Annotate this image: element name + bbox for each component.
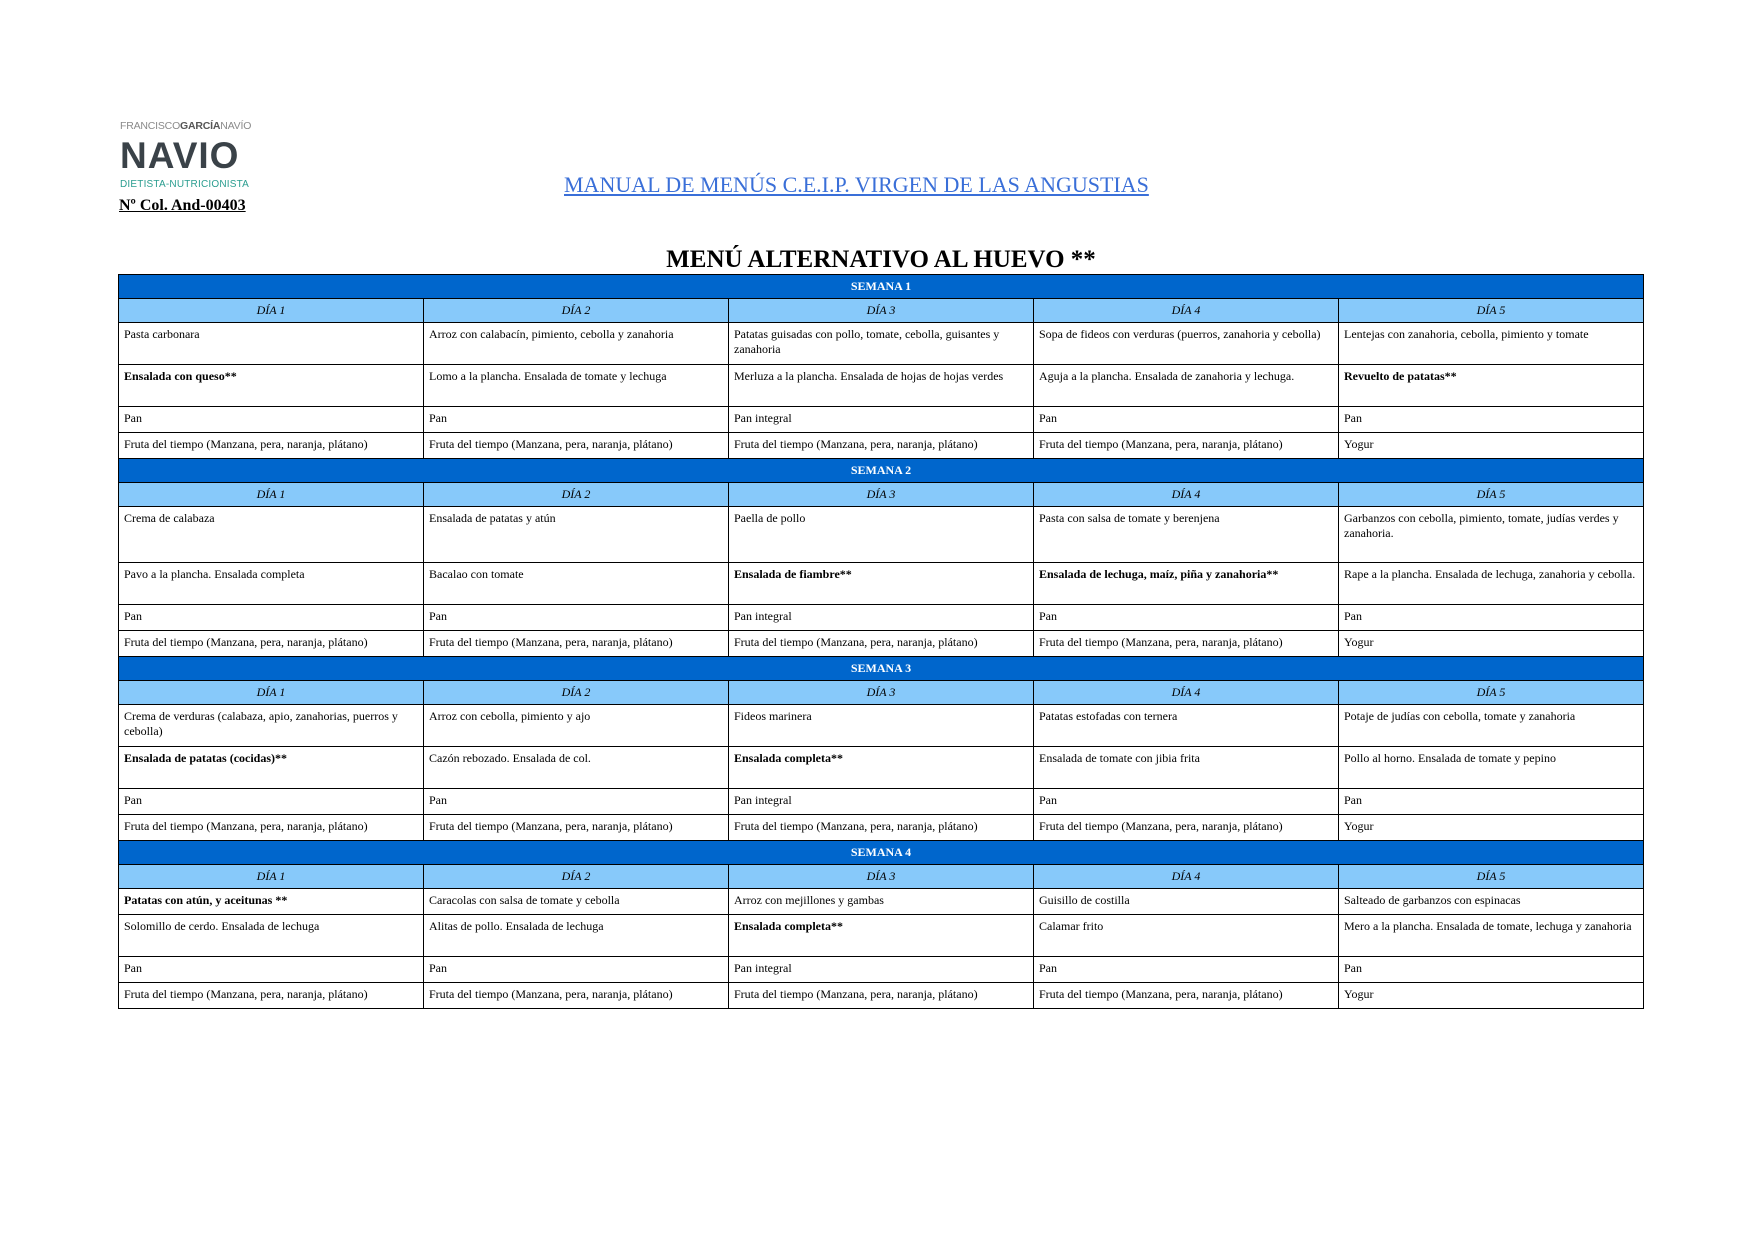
week-header-row	[119, 841, 1644, 865]
menu-dish-cell: Pasta carbonara	[119, 323, 424, 365]
day-label: DÍA 5	[1339, 681, 1644, 705]
menu-dish-cell: Bacalao con tomate	[424, 563, 729, 605]
logo-wordmark: NAVIO	[120, 135, 240, 176]
menu-dish-cell: Fruta del tiempo (Manzana, pera, naranja, plátano)	[729, 815, 1034, 841]
day-label: DÍA 1	[119, 865, 424, 889]
menu-dish-cell: Arroz con mejillones y gambas	[729, 889, 1034, 915]
logo-name-last: NAVÍO	[220, 120, 252, 132]
menu-dish-cell: Pan integral	[729, 407, 1034, 433]
menu-dish-cell: Ensalada de patatas y atún	[424, 507, 729, 563]
table-row	[119, 563, 1644, 605]
menu-dish-cell: Calamar frito	[1034, 915, 1339, 957]
day-label: DÍA 3	[729, 483, 1034, 507]
menu-dish-cell: Pan	[1339, 407, 1644, 433]
menu-dish-cell: Salteado de garbanzos con espinacas	[1339, 889, 1644, 915]
menu-dish-cell: Fruta del tiempo (Manzana, pera, naranja, plátano)	[1034, 433, 1339, 459]
menu-dish-cell: Pan	[119, 407, 424, 433]
menu-dish-cell: Fruta del tiempo (Manzana, pera, naranja, plátano)	[729, 983, 1034, 1009]
menu-dish-cell: Yogur	[1339, 815, 1644, 841]
menu-dish-cell: Pasta con salsa de tomate y berenjena	[1034, 507, 1339, 563]
table-row	[119, 605, 1644, 631]
menu-dish-cell: Fideos marinera	[729, 705, 1034, 747]
menu-dish-cell: Fruta del tiempo (Manzana, pera, naranja, plátano)	[424, 815, 729, 841]
menu-dish-cell: Pan	[1339, 605, 1644, 631]
menu-dish-cell: Pavo a la plancha. Ensalada completa	[119, 563, 424, 605]
day-header-row	[119, 865, 1644, 889]
menu-dish-cell: Arroz con cebolla, pimiento y ajo	[424, 705, 729, 747]
menu-dish-cell: Solomillo de cerdo. Ensalada de lechuga	[119, 915, 424, 957]
week-header-row	[119, 459, 1644, 483]
menu-dish-cell: Fruta del tiempo (Manzana, pera, naranja, plátano)	[729, 433, 1034, 459]
table-row	[119, 815, 1644, 841]
menu-dish-cell: Pan	[1034, 407, 1339, 433]
day-header-row	[119, 681, 1644, 705]
menu-dish-cell: Pan	[424, 789, 729, 815]
menu-dish-cell: Pan	[424, 605, 729, 631]
menu-dish-cell: Guisillo de costilla	[1034, 889, 1339, 915]
menu-dish-cell: Yogur	[1339, 631, 1644, 657]
menu-dish-cell: Pan	[1034, 957, 1339, 983]
menu-dish-cell: Pan	[1339, 789, 1644, 815]
table-row	[119, 631, 1644, 657]
menu-dish-cell: Pan	[424, 407, 729, 433]
menu-dish-cell: Arroz con calabacín, pimiento, cebolla y zanahoria	[424, 323, 729, 365]
day-label: DÍA 1	[119, 299, 424, 323]
table-row	[119, 789, 1644, 815]
menu-dish-cell: Fruta del tiempo (Manzana, pera, naranja, plátano)	[424, 631, 729, 657]
menu-dish-cell: Patatas estofadas con ternera	[1034, 705, 1339, 747]
menu-dish-cell: Rape a la plancha. Ensalada de lechuga, zanahoria y cebolla.	[1339, 563, 1644, 605]
menu-dish-cell: Yogur	[1339, 433, 1644, 459]
menu-dish-cell: Yogur	[1339, 983, 1644, 1009]
menu-dish-cell: Pan	[1034, 789, 1339, 815]
menu-dish-cell: Paella de pollo	[729, 507, 1034, 563]
menu-dish-cell: Pan	[1034, 605, 1339, 631]
menu-title: MENÚ ALTERNATIVO AL HUEVO **	[666, 246, 1096, 273]
menu-dish-cell: Ensalada de patatas (cocidas)**	[119, 747, 424, 789]
menu-dish-cell: Pan	[424, 957, 729, 983]
menu-dish-cell: Fruta del tiempo (Manzana, pera, naranja, plátano)	[424, 433, 729, 459]
college-number: Nº Col. And-00403	[119, 197, 246, 214]
day-label: DÍA 1	[119, 681, 424, 705]
menu-dish-cell: Fruta del tiempo (Manzana, pera, naranja, plátano)	[1034, 631, 1339, 657]
menu-dish-cell: Pan	[119, 957, 424, 983]
menu-dish-cell: Fruta del tiempo (Manzana, pera, naranja, plátano)	[119, 631, 424, 657]
menu-dish-cell: Fruta del tiempo (Manzana, pera, naranja, plátano)	[1034, 815, 1339, 841]
menu-dish-cell: Ensalada de lechuga, maíz, piña y zanahoria**	[1034, 563, 1339, 605]
menu-dish-cell: Fruta del tiempo (Manzana, pera, naranja, plátano)	[119, 983, 424, 1009]
logo-name-line	[120, 120, 260, 132]
day-label: DÍA 2	[424, 299, 729, 323]
table-row	[119, 407, 1644, 433]
menu-dish-cell: Lentejas con zanahoria, cebolla, pimiento y tomate	[1339, 323, 1644, 365]
menu-dish-cell: Crema de calabaza	[119, 507, 424, 563]
day-label: DÍA 3	[729, 865, 1034, 889]
menu-dish-cell: Garbanzos con cebolla, pimiento, tomate, judías verdes y zanahoria.	[1339, 507, 1644, 563]
menu-dish-cell: Ensalada con queso**	[119, 365, 424, 407]
menu-dish-cell: Merluza a la plancha. Ensalada de hojas de hojas verdes	[729, 365, 1034, 407]
day-label: DÍA 3	[729, 681, 1034, 705]
logo-name-first: FRANCISCO	[120, 120, 181, 132]
menu-dish-cell: Ensalada completa**	[729, 747, 1034, 789]
menu-dish-cell: Ensalada completa**	[729, 915, 1034, 957]
menu-dish-cell: Ensalada de tomate con jibia frita	[1034, 747, 1339, 789]
menu-dish-cell: Cazón rebozado. Ensalada de col.	[424, 747, 729, 789]
day-label: DÍA 4	[1034, 865, 1339, 889]
day-label: DÍA 1	[119, 483, 424, 507]
table-row	[119, 433, 1644, 459]
menu-dish-cell: Pan	[1339, 957, 1644, 983]
menu-dish-cell: Pan integral	[729, 957, 1034, 983]
menu-dish-cell: Crema de verduras (calabaza, apio, zanahorias, puerros y cebolla)	[119, 705, 424, 747]
menu-dish-cell: Alitas de pollo. Ensalada de lechuga	[424, 915, 729, 957]
menu-dish-cell: Pan integral	[729, 605, 1034, 631]
day-label: DÍA 3	[729, 299, 1034, 323]
menu-dish-cell: Fruta del tiempo (Manzana, pera, naranja, plátano)	[729, 631, 1034, 657]
menu-dish-cell: Potaje de judías con cebolla, tomate y zanahoria	[1339, 705, 1644, 747]
menu-dish-cell: Patatas guisadas con pollo, tomate, cebolla, guisantes y zanahoria	[729, 323, 1034, 365]
menu-dish-cell: Mero a la plancha. Ensalada de tomate, lechuga y zanahoria	[1339, 915, 1644, 957]
day-label: DÍA 5	[1339, 865, 1644, 889]
table-row	[119, 365, 1644, 407]
week-label: SEMANA 3	[119, 657, 1644, 681]
logo-name-middle: GARCÍA	[180, 120, 221, 132]
table-row	[119, 915, 1644, 957]
day-label: DÍA 2	[424, 681, 729, 705]
menu-dish-cell: Pan	[119, 789, 424, 815]
day-label: DÍA 2	[424, 865, 729, 889]
day-header-row	[119, 483, 1644, 507]
menu-dish-cell: Revuelto de patatas**	[1339, 365, 1644, 407]
menu-dish-cell: Lomo a la plancha. Ensalada de tomate y lechuga	[424, 365, 729, 407]
table-row	[119, 323, 1644, 365]
week-label: SEMANA 1	[119, 275, 1644, 299]
menu-dish-cell: Pan	[119, 605, 424, 631]
logo-subtitle: DIETISTA-NUTRICIONISTA	[120, 179, 250, 190]
menu-table	[118, 274, 1644, 1009]
menu-dish-cell: Fruta del tiempo (Manzana, pera, naranja, plátano)	[119, 815, 424, 841]
menu-dish-cell: Pan integral	[729, 789, 1034, 815]
day-label: DÍA 4	[1034, 681, 1339, 705]
table-row	[119, 983, 1644, 1009]
day-label: DÍA 4	[1034, 483, 1339, 507]
table-row	[119, 507, 1644, 563]
day-label: DÍA 2	[424, 483, 729, 507]
table-row	[119, 889, 1644, 915]
menu-dish-cell: Ensalada de fiambre**	[729, 563, 1034, 605]
table-row	[119, 957, 1644, 983]
week-header-row	[119, 657, 1644, 681]
day-label: DÍA 5	[1339, 299, 1644, 323]
menu-dish-cell: Pollo al horno. Ensalada de tomate y pepino	[1339, 747, 1644, 789]
dietitian-logo	[120, 120, 260, 190]
menu-dish-cell: Fruta del tiempo (Manzana, pera, naranja, plátano)	[1034, 983, 1339, 1009]
day-header-row	[119, 299, 1644, 323]
menu-dish-cell: Sopa de fideos con verduras (puerros, zanahoria y cebolla)	[1034, 323, 1339, 365]
menu-dish-cell: Fruta del tiempo (Manzana, pera, naranja, plátano)	[119, 433, 424, 459]
menu-dish-cell: Aguja a la plancha. Ensalada de zanahoria y lechuga.	[1034, 365, 1339, 407]
day-label: DÍA 5	[1339, 483, 1644, 507]
menu-dish-cell: Caracolas con salsa de tomate y cebolla	[424, 889, 729, 915]
menu-dish-cell: Fruta del tiempo (Manzana, pera, naranja, plátano)	[424, 983, 729, 1009]
document-title-link[interactable]: MANUAL DE MENÚS C.E.I.P. VIRGEN DE LAS ANGUSTIAS	[564, 172, 1149, 197]
day-label: DÍA 4	[1034, 299, 1339, 323]
week-header-row	[119, 275, 1644, 299]
table-row	[119, 705, 1644, 747]
table-row	[119, 747, 1644, 789]
week-label: SEMANA 4	[119, 841, 1644, 865]
week-label: SEMANA 2	[119, 459, 1644, 483]
menu-dish-cell: Patatas con atún, y aceitunas **	[119, 889, 424, 915]
